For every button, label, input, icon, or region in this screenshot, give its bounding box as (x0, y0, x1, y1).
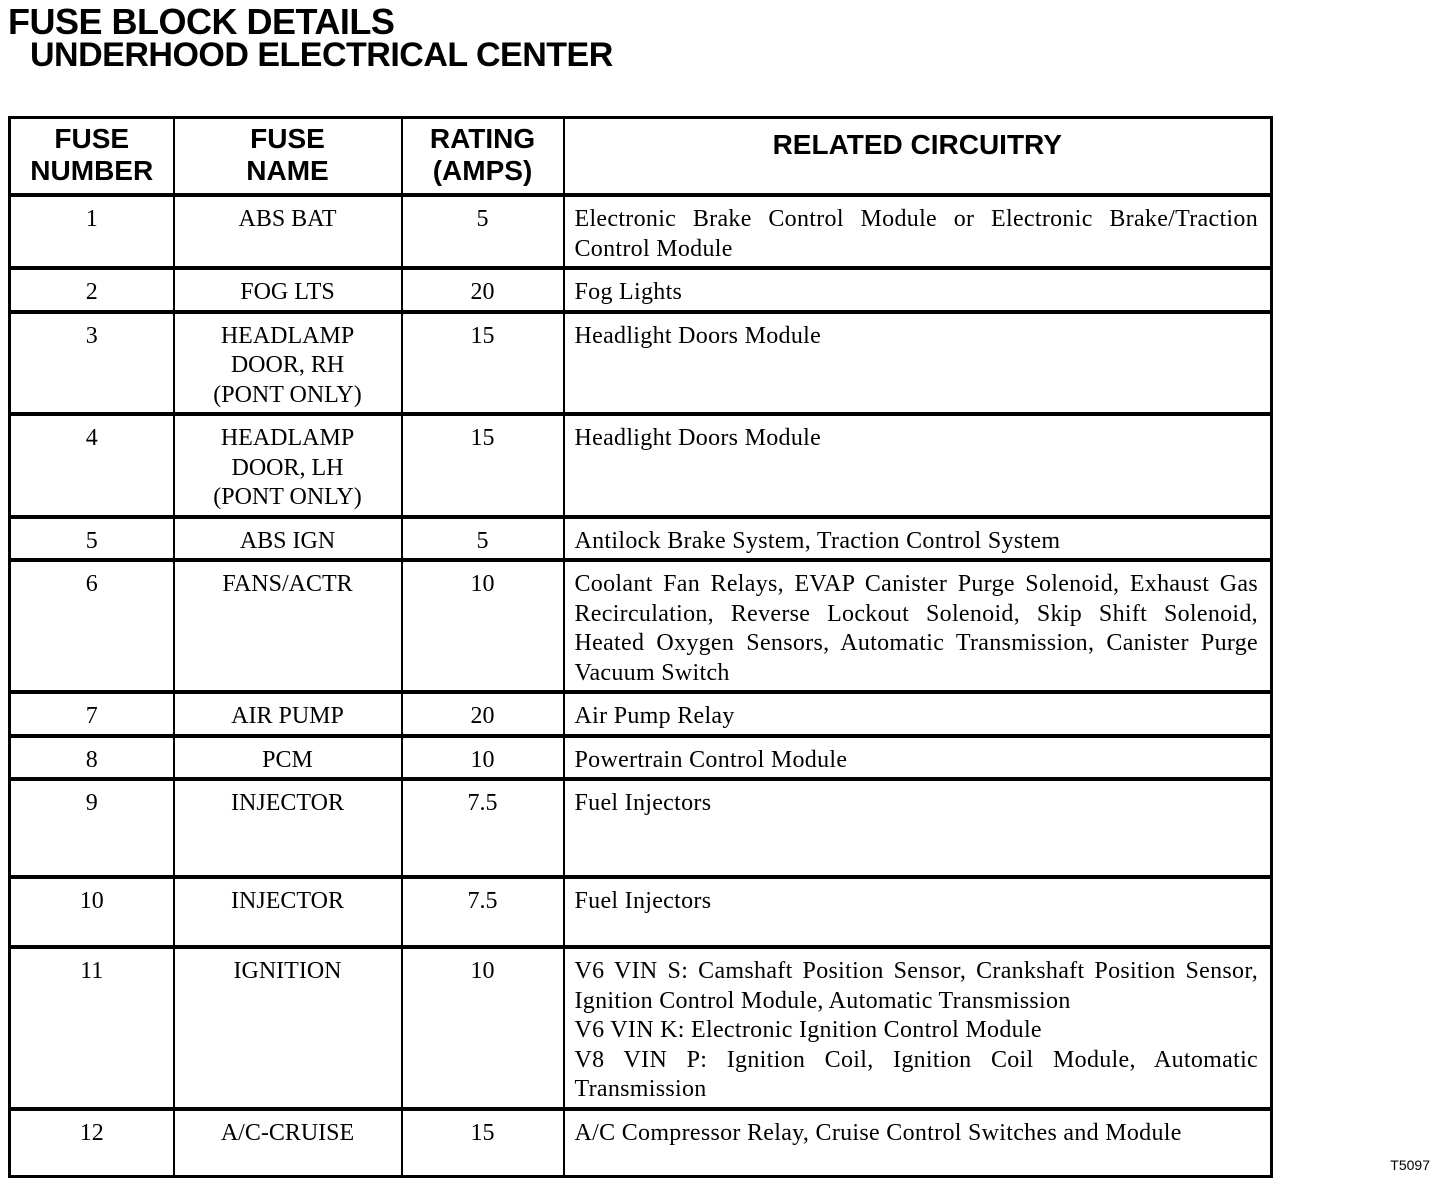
circuitry-text: A/C Compressor Relay, Cruise Control Switches and Module (574, 1119, 1182, 1146)
fuse-number-cell: 5 (10, 517, 174, 561)
fuse-name-line: ABS IGN (239, 527, 336, 554)
fuse-rating-cell: 7.5 (402, 877, 564, 947)
table-row (10, 736, 1272, 780)
table-row (10, 517, 1272, 561)
header-fuse-name (174, 118, 402, 196)
fuse-name-line: ABS BAT (238, 206, 337, 232)
fuse-rating-cell: 15 (402, 414, 564, 517)
circuitry-text: Antilock Brake System, Traction Control System (574, 527, 1061, 554)
related-circuitry-cell (564, 312, 1272, 415)
fuse-name-line: FANS/ACTR (222, 571, 353, 597)
fuse-name-cell (174, 268, 402, 312)
circuitry-text: Fuel Injectors (574, 888, 712, 914)
table-row (10, 195, 1272, 268)
fuse-name-line: DOOR, LH (231, 454, 344, 481)
fuse-number-cell: 7 (10, 692, 174, 736)
related-circuitry-cell (564, 1109, 1272, 1177)
fuse-number-cell: 10 (10, 877, 174, 947)
fuse-name-line: HEADLAMP (220, 425, 355, 451)
fuse-number-cell: 11 (10, 947, 174, 1109)
header-rating (402, 118, 564, 196)
fuse-name-line: INJECTOR (231, 790, 344, 816)
fuse-name-cell (174, 312, 402, 415)
fuse-name-line: HEADLAMP (220, 322, 355, 349)
table-row (10, 560, 1272, 692)
table-row (10, 312, 1272, 415)
circuitry-text: V6 VIN K: Electronic Ignition Control Module (574, 1017, 1042, 1043)
fuse-name-cell (174, 517, 402, 561)
related-circuitry-cell (564, 560, 1272, 692)
fuse-name-line: FOG LTS (240, 279, 335, 305)
related-circuitry-cell (564, 268, 1272, 312)
fuse-name-cell (174, 692, 402, 736)
circuitry-text: Air Pump Relay (574, 703, 735, 729)
fuse-name-cell (174, 414, 402, 517)
related-circuitry-cell (564, 692, 1272, 736)
fuse-number-cell: 4 (10, 414, 174, 517)
fuse-number-cell: 1 (10, 195, 174, 268)
related-circuitry-cell (564, 947, 1272, 1109)
fuse-name-cell (174, 195, 402, 268)
related-circuitry-cell (564, 195, 1272, 268)
circuitry-text: Headlight Doors Module (574, 425, 822, 451)
circuitry-text: Powertrain Control Module (574, 746, 848, 773)
document-subtitle: UNDERHOOD ELECTRICAL CENTER (30, 36, 613, 74)
fuse-rating-cell: 15 (402, 1109, 564, 1177)
table-body (10, 195, 1272, 1177)
fuse-number-cell: 3 (10, 312, 174, 415)
table-header-row (10, 118, 1272, 196)
fuse-rating-cell: 10 (402, 736, 564, 780)
table-row (10, 692, 1272, 736)
circuitry-text: Fog Lights (574, 279, 683, 305)
table-row (10, 877, 1272, 947)
fuse-name-line: PCM (262, 746, 313, 773)
fuse-rating-cell: 20 (402, 268, 564, 312)
circuitry-text: Electronic Brake Control Module or Electronic Brake/Traction Control Module (574, 206, 1258, 262)
circuitry-text: V8 VIN P: Ignition Coil, Ignition Coil Module, Automatic Transmission (574, 1046, 1258, 1102)
related-circuitry-cell (564, 414, 1272, 517)
reference-code: T5097 (1390, 1157, 1430, 1173)
fuse-name-line: AIR PUMP (231, 703, 344, 729)
table-row (10, 1109, 1272, 1177)
fuse-block-table (8, 116, 1273, 1178)
fuse-rating-cell: 10 (402, 560, 564, 692)
fuse-name-line: IGNITION (233, 958, 342, 984)
document-title: FUSE BLOCK DETAILS (8, 1, 395, 42)
fuse-name-cell (174, 1109, 402, 1177)
fuse-rating-cell: 15 (402, 312, 564, 415)
header-fuse-name-line-2: NAME (246, 155, 329, 186)
table-row (10, 779, 1272, 877)
fuse-rating-cell: 20 (402, 692, 564, 736)
fuse-number-cell: 6 (10, 560, 174, 692)
fuse-number-cell: 8 (10, 736, 174, 780)
circuitry-text: V6 VIN S: Camshaft Position Sensor, Crankshaft Position Sensor, Ignition Control Module, Automatic Transmission (574, 958, 1258, 1014)
fuse-number-cell: 12 (10, 1109, 174, 1177)
fuse-name-cell (174, 947, 402, 1109)
fuse-name-cell (174, 877, 402, 947)
header-fuse-number-line-2: NUMBER (30, 155, 154, 186)
table-row (10, 947, 1272, 1109)
related-circuitry-cell (564, 877, 1272, 947)
fuse-name-line: INJECTOR (231, 888, 344, 914)
related-circuitry-cell (564, 736, 1272, 780)
header-fuse-number-line-1: FUSE (54, 123, 130, 154)
table-row (10, 268, 1272, 312)
fuse-rating-cell: 10 (402, 947, 564, 1109)
header-related-circuitry: RELATED CIRCUITRY (564, 118, 1272, 196)
fuse-name-cell (174, 560, 402, 692)
table-row (10, 414, 1272, 517)
fuse-rating-cell: 5 (402, 195, 564, 268)
fuse-name-cell (174, 779, 402, 877)
fuse-name-line: DOOR, RH (230, 352, 345, 378)
related-circuitry-cell (564, 517, 1272, 561)
fuse-name-line: (PONT ONLY) (213, 381, 362, 408)
header-fuse-name-line-1: FUSE (250, 123, 325, 154)
header-rating-line-2: (AMPS) (432, 155, 533, 186)
fuse-number-cell: 2 (10, 268, 174, 312)
circuitry-text: Coolant Fan Relays, EVAP Canister Purge Solenoid, Exhaust Gas Recirculation, Reverse Lockout Solenoid, Skip Shift Solenoid, Heated Oxygen Sensors, Automatic Transmission, Canister Purge Vacuum Switch (574, 571, 1258, 686)
fuse-number-cell: 9 (10, 779, 174, 877)
circuitry-text: Fuel Injectors (574, 790, 712, 816)
fuse-rating-cell: 5 (402, 517, 564, 561)
fuse-name-cell (174, 736, 402, 780)
fuse-name-line: (PONT ONLY) (213, 484, 362, 510)
header-rating-line-1: RATING (429, 123, 536, 154)
fuse-rating-cell: 7.5 (402, 779, 564, 877)
circuitry-text: Headlight Doors Module (574, 322, 822, 349)
header-fuse-number (10, 118, 174, 196)
related-circuitry-cell (564, 779, 1272, 877)
fuse-name-line: A/C-CRUISE (220, 1119, 355, 1146)
